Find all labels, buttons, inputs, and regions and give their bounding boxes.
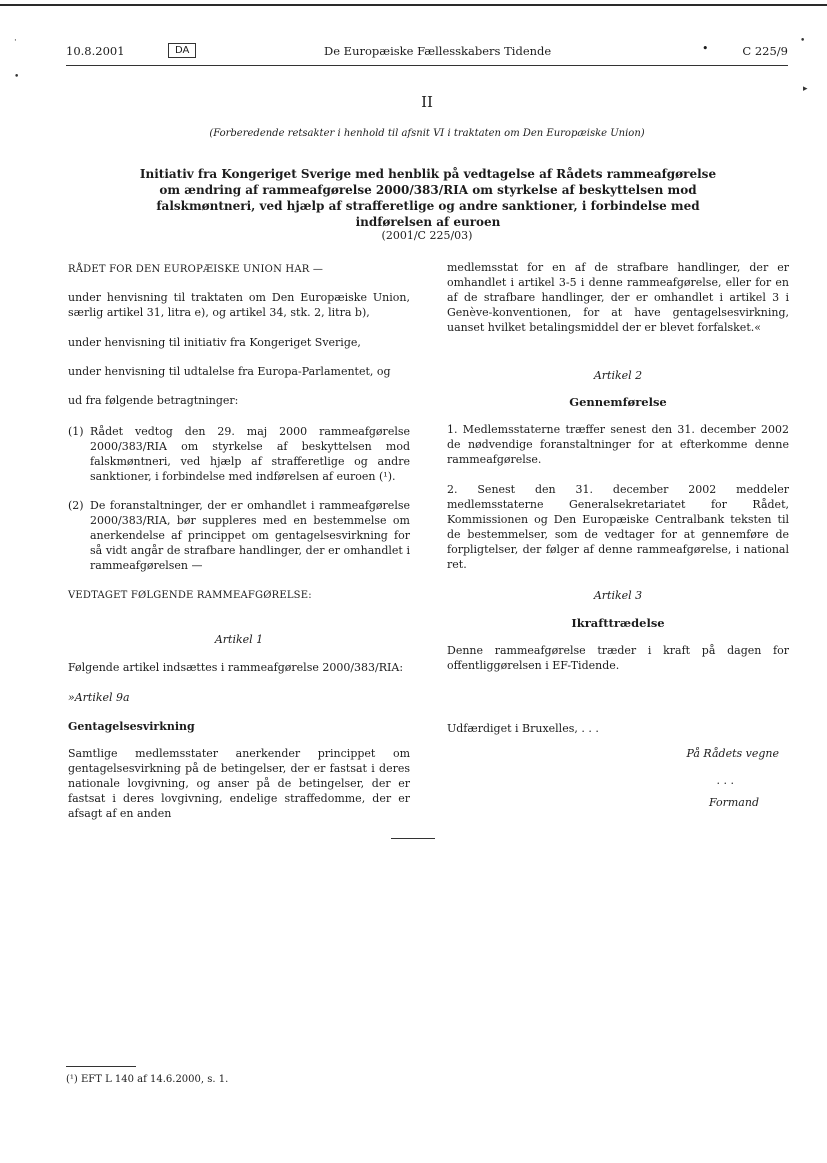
page-reference: C 225/9 [742,44,788,58]
recital-considerations: ud fra følgende betragtninger: [68,394,239,407]
journal-title: De Europæiske Fællesskabers Tidende [324,44,552,58]
preamble-intro: RÅDET FOR DEN EUROPÆISKE UNION HAR — [68,264,324,275]
margin-mark: · [14,36,17,46]
item-number: (1) [68,425,84,438]
recital-treaty: under henvisning til traktaten om Den Europæiske Union, særlig artikel 31, litra e), og artikel 34, stk. 2, litra b), [68,291,410,319]
header-bullet: • [702,42,709,55]
margin-mark: • [800,36,806,46]
article-3-text: Denne rammeafgørelse træder i kraft på dagen for offentliggørelsen i EF-Tidende. [447,644,789,672]
article-2-paragraph-1: 1. Medlemsstaterne træffer senest den 31. december 2002 de nødvendige foranstaltninger for at efterkomme denne rammeafgørelse. [447,423,789,466]
article-3-title: Ikrafttrædelse [571,616,665,630]
recital-initiative: under henvisning til initiativ fra Kongeriget Sverige, [68,336,361,349]
article-2-paragraph-2: 2. Senest den 31. december 2002 meddeler medlemsstaterne Generalsekretariatet for Rådet, Kommissionen og Den Europæiske Centralbank teksten til de bestemmelser, som de vedtager for at gennemføre de forpligtelser, der følger af denne rammeafgørelse, i national ret. [447,483,789,571]
article-1-text: Følgende artikel indsættes i rammeafgørelse 2000/383/RIA: [68,661,404,674]
article-2-label: Artikel 2 [593,369,643,382]
end-rule [391,838,435,839]
article-1-label: Artikel 1 [214,633,264,646]
page-header [66,44,788,64]
header-date: 10.8.2001 [66,44,125,58]
item-text: Rådet vedtog den 29. maj 2000 rammeafgørelse 2000/383/RIA om styrkelse af beskyttelsen mod falskmøntneri, ved hjælp af strafferetlige og andre sanktioner, i forbindelse med indførelsen af euroen (¹). [90,425,410,483]
header-rule [66,65,788,66]
article-3-label: Artikel 3 [593,589,643,602]
section-number: II [421,93,433,111]
margin-mark: ▸ [803,84,808,94]
signature-role: Formand [708,796,759,809]
top-border-rule [0,4,827,6]
subheading: (Forberedende retsakter i henhold til afsnit VI i traktaten om Den Europæiske Union) [209,128,645,139]
margin-mark: • [14,72,20,82]
document-reference: (2001/C 225/03) [381,229,473,242]
footnote-rule [66,1066,136,1067]
place-of-signature: Udfærdiget i Bruxelles, . . . [447,722,599,735]
article-9a-title: Gentagelsesvirkning [68,720,195,733]
language-badge: DA [168,43,196,58]
article-2-title: Gennemførelse [569,395,667,409]
adoption-statement: VEDTAGET FØLGENDE RAMMEAFGØRELSE: [68,590,312,601]
item-number: (2) [68,499,84,512]
article-9a-label: »Artikel 9a [68,691,130,704]
item-text: De foranstaltninger, der er omhandlet i rammeafgørelse 2000/383/RIA, bør suppleres med en bestemmelse om anerkendelse af princippet om gentagelsesvirkning for så vidt angår de strafbare handlinger, der er omhandlet i rammeafgørelsen — [90,499,410,572]
signature-on-behalf: På Rådets vegne [686,747,779,760]
footnote: (¹) EFT L 140 af 14.6.2000, s. 1. [66,1074,229,1085]
document-title: Initiativ fra Kongeriget Sverige med henblik på vedtagelse af Rådets rammeafgørelse om ændring af rammeafgørelse 2000/383/RIA om styrkelse af beskyttelsen mod falskmøntneri, ved hjælp af strafferetlige og andre sanktioner, i forbindelse med indførelsen af euroen [139,167,717,229]
signature-placeholder: . . . [716,774,734,787]
article-9a-continuation: medlemsstat for en af de strafbare handlinger, der er omhandlet i artikel 3-5 i denne rammeafgørelse, eller for en af de strafbare handlinger, der er omhandlet i artikel 3 i Genève-konventionen, for at have gentagelsesvirkning, uanset hvilket betalingsmiddel der er blevet forfalsket.« [447,261,789,334]
article-9a-text: Samtlige medlemsstater anerkender princippet om gentagelsesvirkning på de betingelser, der er fastsat i deres nationale lovgivning, og anser på de betingelser, der er fastsat i deres lovgivning, endelige straffedomme, der er afsagt af en anden [68,747,410,820]
recital-opinion: under henvisning til udtalelse fra Europa-Parlamentet, og [68,365,391,378]
